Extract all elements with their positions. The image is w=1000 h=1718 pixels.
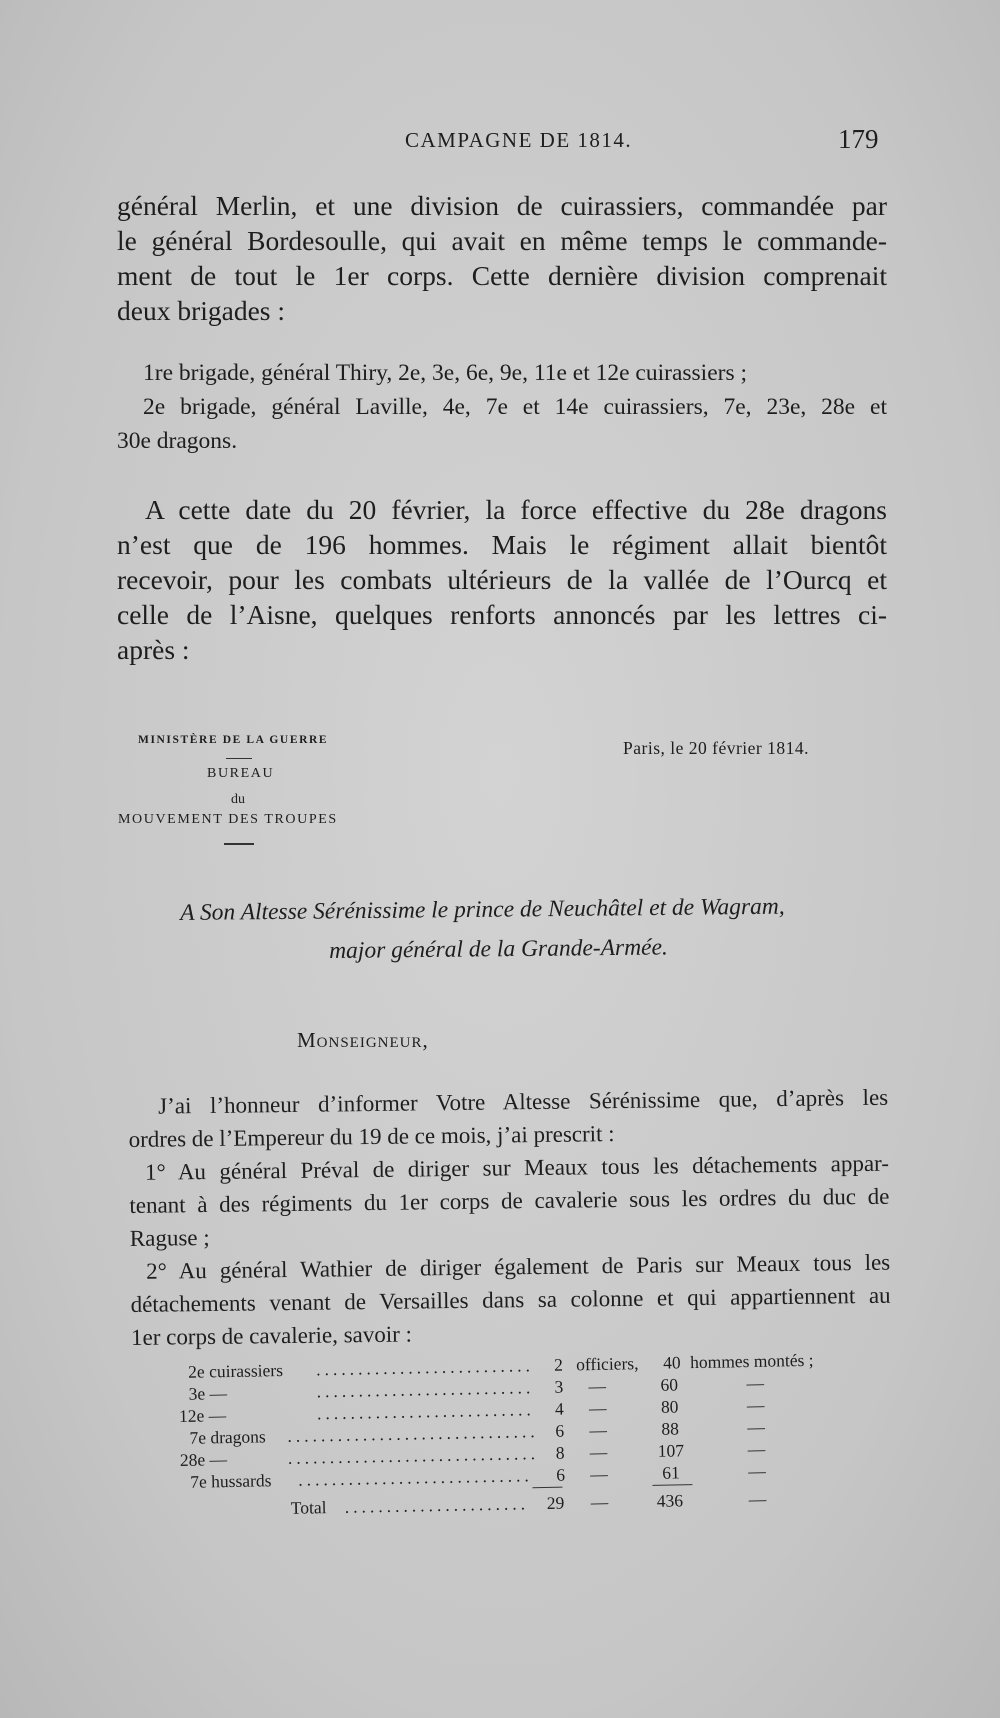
paragraph-2	[117, 492, 887, 667]
officers-unit: —	[588, 1397, 607, 1419]
addressee-line: major général de la Grande-Armée.	[329, 934, 668, 964]
text-line: 1er corps de cavalerie, savoir :	[130, 1321, 413, 1350]
total-officers: 29	[546, 1492, 565, 1513]
men-unit: —	[747, 1438, 766, 1460]
text-line: ordres de l’Empereur du 19 de ce mois, j’ai prescrit :	[128, 1121, 615, 1152]
text-line: ment de tout le 1er corps. Cette dernière division comprenait	[117, 260, 887, 291]
text-line: Raguse ;	[129, 1225, 210, 1251]
total-label: Total	[290, 1497, 327, 1518]
dot-leader: ..............................	[287, 1443, 540, 1468]
officers-unit: —	[588, 1375, 607, 1397]
officers-count: 6	[555, 1420, 565, 1441]
officers-count: 6	[556, 1464, 566, 1485]
dot-leader: ............................	[298, 1465, 533, 1490]
total-officers-unit: —	[590, 1491, 609, 1513]
brigades-list	[117, 356, 887, 458]
text-line: 30e dragons.	[117, 428, 238, 454]
dot-leader: ..........................	[316, 1377, 535, 1402]
men-unit: —	[746, 1372, 765, 1394]
dot-leader: ..........................	[315, 1355, 535, 1380]
text-line: général Merlin, et une division de cuirassiers, commandée par	[117, 190, 887, 221]
text-line: recevoir, pour les combats ultérieurs de la vallée de l’Ourcq et	[117, 564, 887, 595]
unit-name: 12e —	[178, 1405, 227, 1426]
letterhead-rule	[224, 843, 254, 845]
detachments-table	[178, 1349, 841, 1522]
total-men: 436	[656, 1490, 684, 1511]
officers-count: 2	[553, 1354, 564, 1375]
text-line: 1re brigade, général Thiry, 2e, 3e, 6e, 9e, 11e et 12e cuirassiers ;	[143, 360, 748, 386]
men-unit: —	[748, 1460, 766, 1482]
text-line: J’ai l’honneur d’informer Votre Altesse Sérénissime que, d’après les	[158, 1084, 889, 1119]
letterhead-rule	[226, 758, 252, 759]
officers-count: 4	[554, 1398, 564, 1419]
letterhead-ministry: MINISTÈRE DE LA GUERRE	[138, 734, 329, 746]
text-line: A cette date du 20 février, la force effective du 28e dragons	[145, 494, 887, 525]
text-line: 2° Au général Wathier de diriger également de Paris sur Meaux tous les	[146, 1249, 891, 1284]
men-count: 61	[662, 1462, 680, 1483]
men-unit: —	[746, 1394, 765, 1416]
text-line: le général Bordesoulle, qui avait en même temps le commande-	[117, 225, 887, 256]
letterhead-du: du	[231, 792, 245, 807]
text-line: n’est que de 196 hommes. Mais le régiment allait bientôt	[117, 529, 887, 560]
text-line: après :	[117, 634, 190, 665]
salutation: Monseigneur,	[297, 1028, 429, 1052]
text-line: deux brigades :	[117, 295, 286, 326]
men-count: 80	[660, 1396, 679, 1417]
men-count: 88	[661, 1418, 680, 1439]
unit-name: 3e —	[188, 1383, 228, 1404]
intro-paragraph	[117, 188, 887, 328]
dot-leader: ..............................	[287, 1421, 539, 1446]
sum-rule	[652, 1484, 692, 1486]
letter-body	[128, 1081, 891, 1354]
text-line: détachements venant de Versailles dans sa colonne et qui appartiennent au	[130, 1282, 891, 1317]
officers-unit: —	[589, 1419, 608, 1441]
addressee-line: A Son Altesse Sérénissime le prince de Neuchâtel et de Wagram,	[180, 893, 785, 926]
dot-leader: ..........................	[316, 1399, 535, 1424]
running-head: CAMPAGNE DE 1814.	[405, 128, 633, 152]
dot-leader: ......................	[344, 1493, 530, 1517]
page-number: 179	[838, 124, 879, 154]
men-count: 107	[657, 1440, 685, 1461]
letterhead-bureau: BUREAU	[207, 766, 275, 781]
officers-unit: officiers,	[575, 1353, 639, 1375]
text-line: celle de l’Aisne, quelques renforts annoncés par les lettres ci-	[117, 599, 887, 630]
men-count: 40	[662, 1352, 681, 1373]
unit-name: 7e dragons	[189, 1426, 266, 1448]
place-date: Paris, le 20 février 1814.	[623, 738, 810, 758]
letterhead-movement: MOUVEMENT DES TROUPES	[118, 812, 338, 827]
officers-count: 8	[555, 1442, 565, 1463]
men-unit: hommes montés ;	[689, 1349, 814, 1373]
text-line: 2e brigade, général Laville, 4e, 7e et 14e cuirassiers, 7e, 23e, 28e et	[143, 394, 887, 420]
unit-name: 7e hussards	[190, 1470, 272, 1492]
men-count: 60	[660, 1374, 679, 1395]
officers-count: 3	[554, 1376, 564, 1397]
unit-name: 2e cuirassiers	[187, 1359, 284, 1382]
officers-unit: —	[590, 1463, 608, 1485]
men-unit: —	[747, 1416, 766, 1438]
text-line: tenant à des régiments du 1er corps de cavalerie sous les ordres du duc de	[129, 1183, 890, 1218]
sum-rule	[532, 1487, 562, 1489]
text-line: 1° Au général Préval de diriger sur Meaux tous les détachements appar-	[144, 1150, 890, 1185]
officers-unit: —	[589, 1441, 608, 1463]
unit-name: 28e —	[179, 1449, 228, 1470]
total-men-unit: —	[748, 1488, 767, 1510]
